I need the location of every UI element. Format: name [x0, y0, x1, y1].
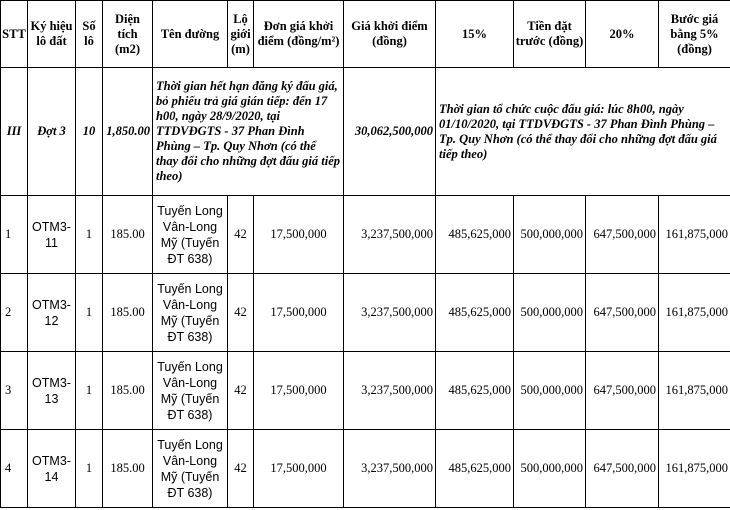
table-row [1, 430, 730, 508]
registration-note: Thời gian hết hạn đăng ký đấu giá, bỏ phiếu trả giá gián tiếp: đến 17 h00, ngày 28/9/2020, tại TTDVĐGTS - 37 Phan Đình Phùng – Tp. Quy Nhơn (có thể thay đổi cho những đợt đấu giá tiếp theo) [153, 68, 344, 196]
row-stt: 1 [1, 196, 28, 274]
row-20-percent: 647,500,000 [586, 196, 659, 274]
header-stt: STT [1, 1, 28, 68]
row-ten-duong: Tuyến Long Vân-Long Mỹ (Tuyến ĐT 638) [153, 352, 228, 430]
row-lo-gioi: 42 [228, 274, 254, 352]
row-so-lo: 1 [76, 196, 103, 274]
row-dien-tich: 185.00 [103, 352, 153, 430]
row-dien-tich: 185.00 [103, 430, 153, 508]
header-buoc-gia: Bước giá bằng 5% (đồng) [659, 1, 730, 68]
row-lo-gioi: 42 [228, 430, 254, 508]
auction-note: Thời gian tổ chức cuộc đấu giá: lúc 8h00, ngày 01/10/2020, tại TTDVĐGTS - 37 Phan Đình Phùng –Tp. Quy Nhơn (có thể thay đổi cho những đợt đấu giá tiếp theo) [436, 68, 730, 196]
row-20-percent: 647,500,000 [586, 274, 659, 352]
batch-row [1, 68, 730, 196]
header-gia-khoi-diem: Giá khởi điểm (đồng) [344, 1, 436, 68]
row-ky-hieu: OTM3-13 [28, 352, 76, 430]
table-row [1, 352, 730, 430]
row-ten-duong: Tuyến Long Vân-Long Mỹ (Tuyến ĐT 638) [153, 274, 228, 352]
row-ten-duong: Tuyến Long Vân-Long Mỹ (Tuyến ĐT 638) [153, 430, 228, 508]
row-dien-tich: 185.00 [103, 274, 153, 352]
row-tien-dat-truoc: 500,000,000 [514, 430, 586, 508]
row-stt: 3 [1, 352, 28, 430]
row-buoc-gia: 161,875,000 [659, 274, 730, 352]
batch-gia-khoi-diem: 30,062,500,000 [344, 68, 436, 196]
row-dien-tich: 185.00 [103, 196, 153, 274]
batch-name: Đợt 3 [28, 68, 76, 196]
row-gia-khoi-diem: 3,237,500,000 [344, 430, 436, 508]
header-so-lo: Số lô [76, 1, 103, 68]
row-don-gia: 17,500,000 [254, 274, 344, 352]
table-row [1, 274, 730, 352]
row-ten-duong: Tuyến Long Vân-Long Mỹ (Tuyến ĐT 638) [153, 196, 228, 274]
row-ky-hieu: OTM3-14 [28, 430, 76, 508]
row-tien-dat-truoc: 500,000,000 [514, 274, 586, 352]
row-stt: 2 [1, 274, 28, 352]
row-buoc-gia: 161,875,000 [659, 430, 730, 508]
header-lo-gioi: Lộ giới (m) [228, 1, 254, 68]
row-lo-gioi: 42 [228, 352, 254, 430]
header-ky-hieu: Ký hiệu lô đất [28, 1, 76, 68]
row-buoc-gia: 161,875,000 [659, 196, 730, 274]
header-don-gia: Đơn giá khởi điểm (đồng/m²) [254, 1, 344, 68]
row-tien-dat-truoc: 500,000,000 [514, 196, 586, 274]
row-ky-hieu: OTM3-12 [28, 274, 76, 352]
batch-so-lo: 10 [76, 68, 103, 196]
row-so-lo: 1 [76, 274, 103, 352]
row-ky-hieu: OTM3-11 [28, 196, 76, 274]
batch-dien-tich: 1,850.00 [103, 68, 153, 196]
header-15-percent: 15% [436, 1, 514, 68]
row-so-lo: 1 [76, 430, 103, 508]
row-20-percent: 647,500,000 [586, 352, 659, 430]
header-row [1, 1, 730, 68]
row-lo-gioi: 42 [228, 196, 254, 274]
batch-stt: III [1, 68, 28, 196]
row-20-percent: 647,500,000 [586, 430, 659, 508]
row-buoc-gia: 161,875,000 [659, 352, 730, 430]
row-15-percent: 485,625,000 [436, 274, 514, 352]
row-15-percent: 485,625,000 [436, 352, 514, 430]
row-15-percent: 485,625,000 [436, 430, 514, 508]
row-don-gia: 17,500,000 [254, 352, 344, 430]
row-stt: 4 [1, 430, 28, 508]
header-tien-dat-truoc: Tiền đặt trước (đồng) [514, 1, 586, 68]
row-gia-khoi-diem: 3,237,500,000 [344, 274, 436, 352]
row-15-percent: 485,625,000 [436, 196, 514, 274]
row-so-lo: 1 [76, 352, 103, 430]
header-20-percent: 20% [586, 1, 659, 68]
row-gia-khoi-diem: 3,237,500,000 [344, 196, 436, 274]
row-gia-khoi-diem: 3,237,500,000 [344, 352, 436, 430]
header-dien-tich: Diện tích (m2) [103, 1, 153, 68]
row-don-gia: 17,500,000 [254, 430, 344, 508]
table-row [1, 196, 730, 274]
header-ten-duong: Tên đường [153, 1, 228, 68]
row-tien-dat-truoc: 500,000,000 [514, 352, 586, 430]
row-don-gia: 17,500,000 [254, 196, 344, 274]
